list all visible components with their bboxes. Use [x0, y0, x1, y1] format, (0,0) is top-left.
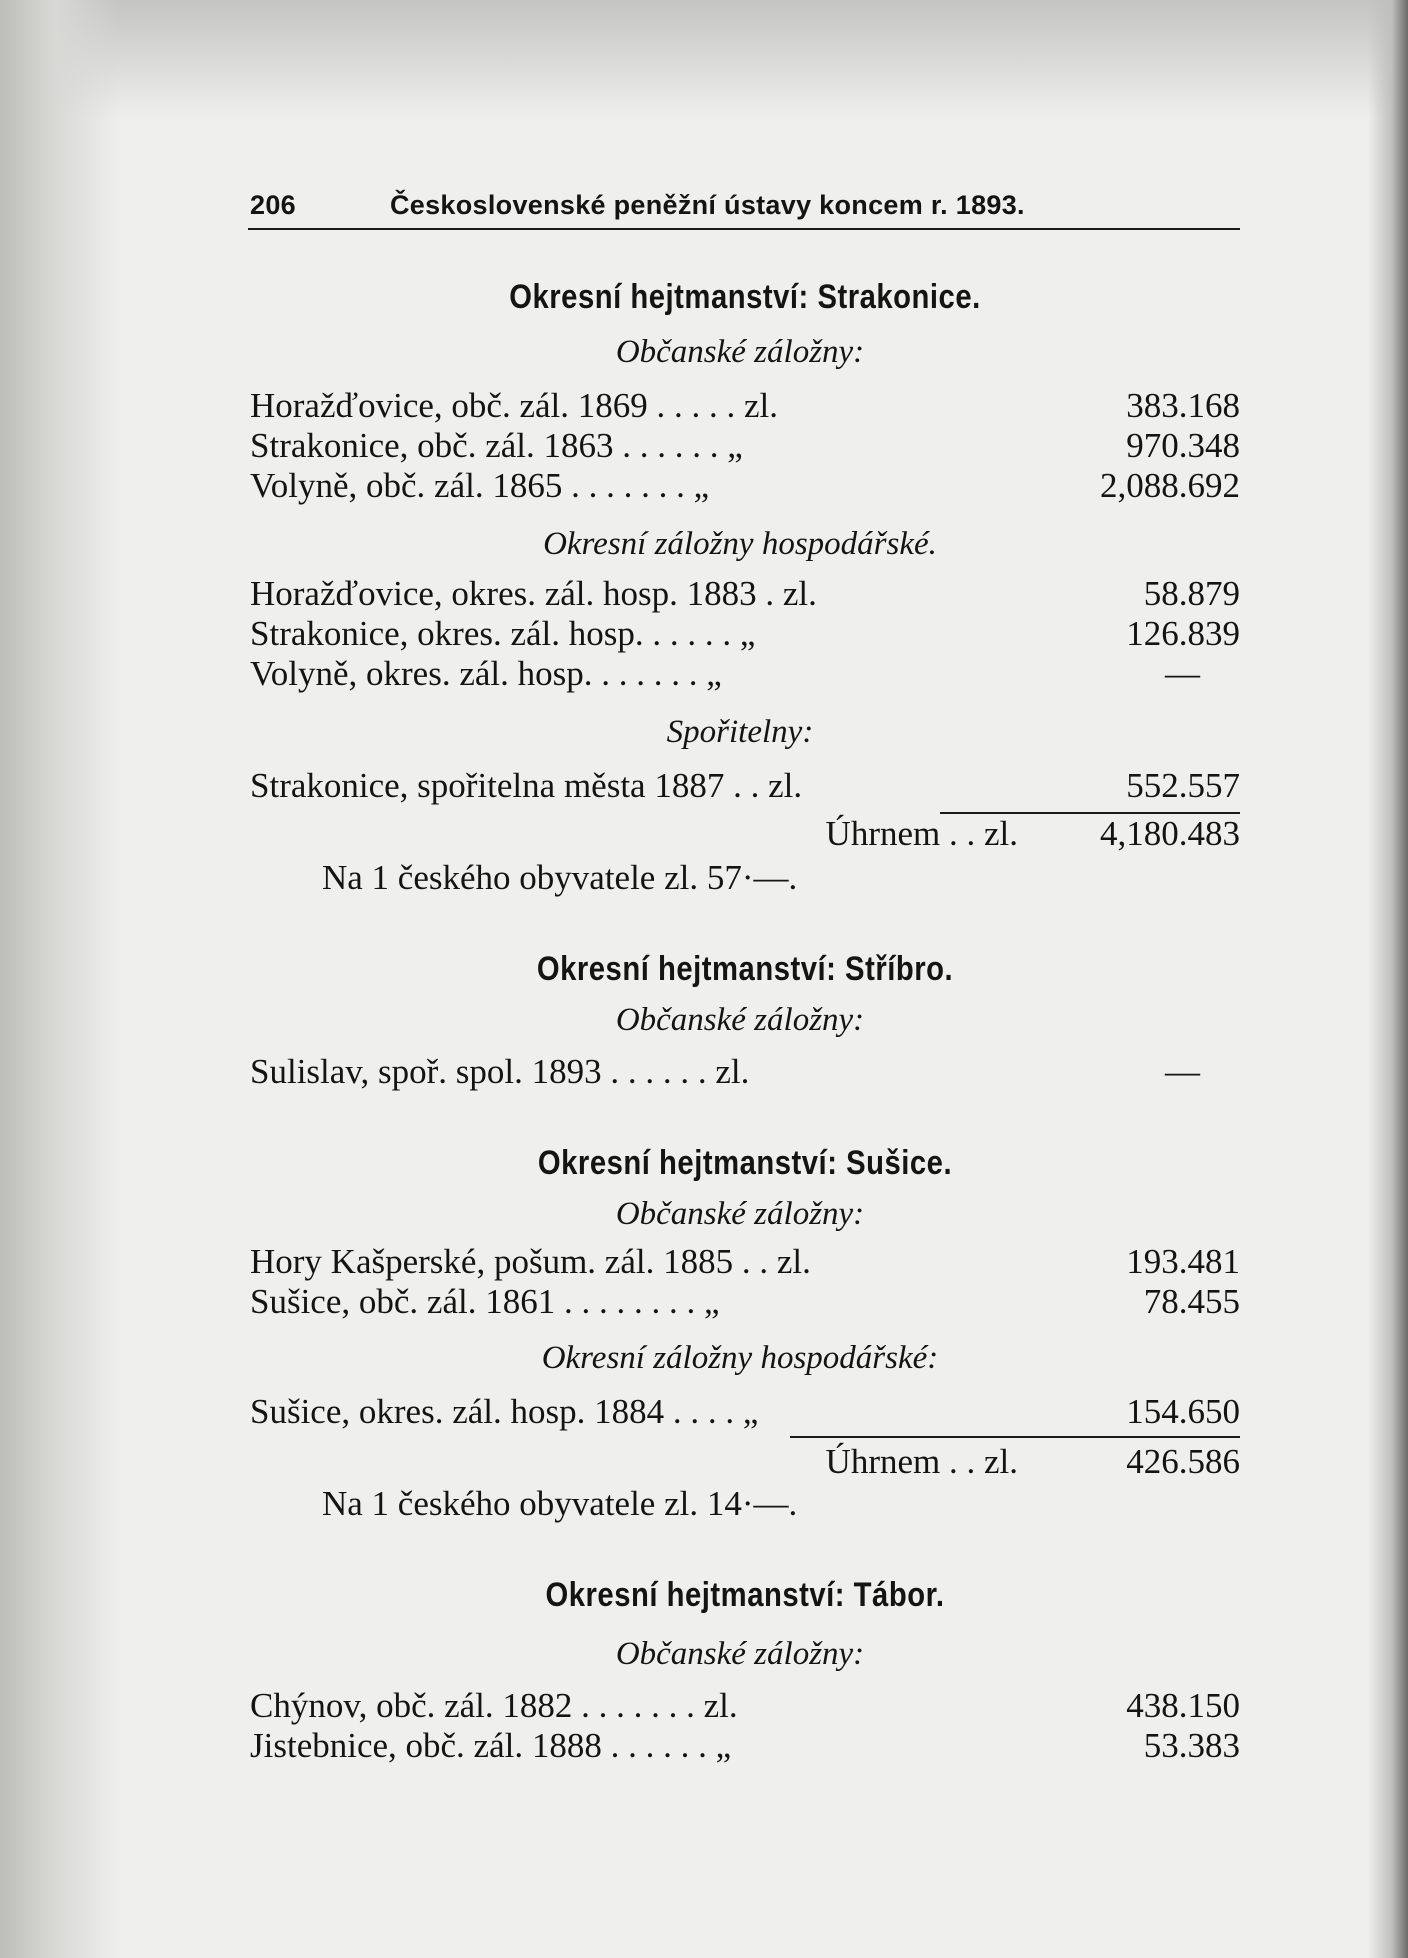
list-item: [250, 466, 1240, 506]
entry-amount: 383.168: [1126, 386, 1240, 425]
per-capita-note: Na 1 českého obyvatele zl. 14·—.: [322, 1484, 798, 1523]
entry-name: Hory Kašperské, pošum. zál. 1885 . . zl.: [250, 1242, 811, 1281]
entry-amount: 193.481: [1126, 1242, 1240, 1281]
page-number: 206: [250, 190, 296, 220]
entry-name: Jistebnice, obč. zál. 1888 . . . . . . „: [250, 1726, 732, 1765]
category-heading: Občanské záložny:: [615, 1636, 865, 1672]
entry-amount: 126.839: [1126, 614, 1240, 653]
per-capita-note: Na 1 českého obyvatele zl. 57·—.: [322, 858, 798, 897]
list-item: [250, 1052, 1240, 1092]
list-item: [250, 1282, 1240, 1322]
district-heading: Okresní hejtmanství: Sušice.: [537, 1144, 953, 1182]
entry-name: Chýnov, obč. zál. 1882 . . . . . . . zl.: [250, 1686, 738, 1725]
category-heading: Okresní záložny hospodářské:: [541, 1340, 939, 1376]
total-row: [250, 1442, 1240, 1482]
list-item: [250, 614, 1240, 654]
entry-name: Strakonice, okres. zál. hosp. . . . . . „: [250, 614, 756, 653]
entry-amount: 552.557: [1126, 766, 1240, 805]
total-label: Úhrnem . . zl.: [825, 814, 1018, 853]
district-heading: Okresní hejtmanství: Strakonice.: [509, 278, 981, 316]
list-item: [250, 1242, 1240, 1282]
total-rule: [790, 1436, 1240, 1438]
total-label: Úhrnem . . zl.: [825, 1442, 1018, 1481]
running-head: [250, 190, 1240, 230]
list-item: [250, 574, 1240, 614]
header-rule: [248, 228, 1240, 230]
entry-amount: —: [1165, 1052, 1200, 1091]
entry-name: Volyně, okres. zál. hosp. . . . . . . „: [250, 654, 722, 693]
list-item: [250, 426, 1240, 466]
entry-name: Strakonice, obč. zál. 1863 . . . . . . „: [250, 426, 743, 465]
list-item: [250, 1392, 1240, 1432]
entry-name: Horažďovice, okres. zál. hosp. 1883 . zl.: [250, 574, 817, 613]
total-row: [250, 814, 1240, 854]
list-item: [250, 386, 1240, 426]
district-heading: Okresní hejtmanství: Tábor.: [545, 1576, 945, 1614]
entry-name: Strakonice, spořitelna města 1887 . . zl.: [250, 766, 803, 805]
list-item: [250, 1726, 1240, 1766]
entry-amount: 970.348: [1126, 426, 1240, 465]
total-amount: 4,180.483: [1100, 814, 1240, 853]
entry-amount: 154.650: [1126, 1392, 1240, 1431]
entry-amount: 53.383: [1143, 1726, 1240, 1765]
entry-amount: 58.879: [1143, 574, 1240, 613]
entry-name: Horažďovice, obč. zál. 1869 . . . . . zl.: [250, 386, 779, 425]
entry-amount: —: [1165, 654, 1200, 693]
list-item: [250, 1686, 1240, 1726]
entry-amount: 2,088.692: [1100, 466, 1240, 505]
district-heading: Okresní hejtmanství: Stříbro.: [536, 950, 954, 988]
category-heading: Okresní záložny hospodářské.: [543, 526, 937, 562]
entry-name: Volyně, obč. zál. 1865 . . . . . . . „: [250, 466, 710, 505]
list-item: [250, 766, 1240, 806]
entry-amount: 78.455: [1143, 1282, 1240, 1321]
category-heading: Občanské záložny:: [615, 1196, 865, 1232]
list-item: [250, 654, 1240, 694]
category-heading: Občanské záložny:: [615, 334, 865, 370]
category-heading: Spořitelny:: [666, 714, 814, 750]
entry-name: Sušice, obč. zál. 1861 . . . . . . . . „: [250, 1282, 720, 1321]
total-amount: 426.586: [1126, 1442, 1240, 1481]
running-title: Československé peněžní ústavy koncem r. 1893.: [390, 190, 1025, 220]
category-heading: Občanské záložny:: [615, 1002, 865, 1038]
entry-name: Sušice, okres. zál. hosp. 1884 . . . . „: [250, 1392, 759, 1431]
entry-name: Sulislav, spoř. spol. 1893 . . . . . . zl.: [250, 1052, 750, 1091]
entry-amount: 438.150: [1126, 1686, 1240, 1725]
